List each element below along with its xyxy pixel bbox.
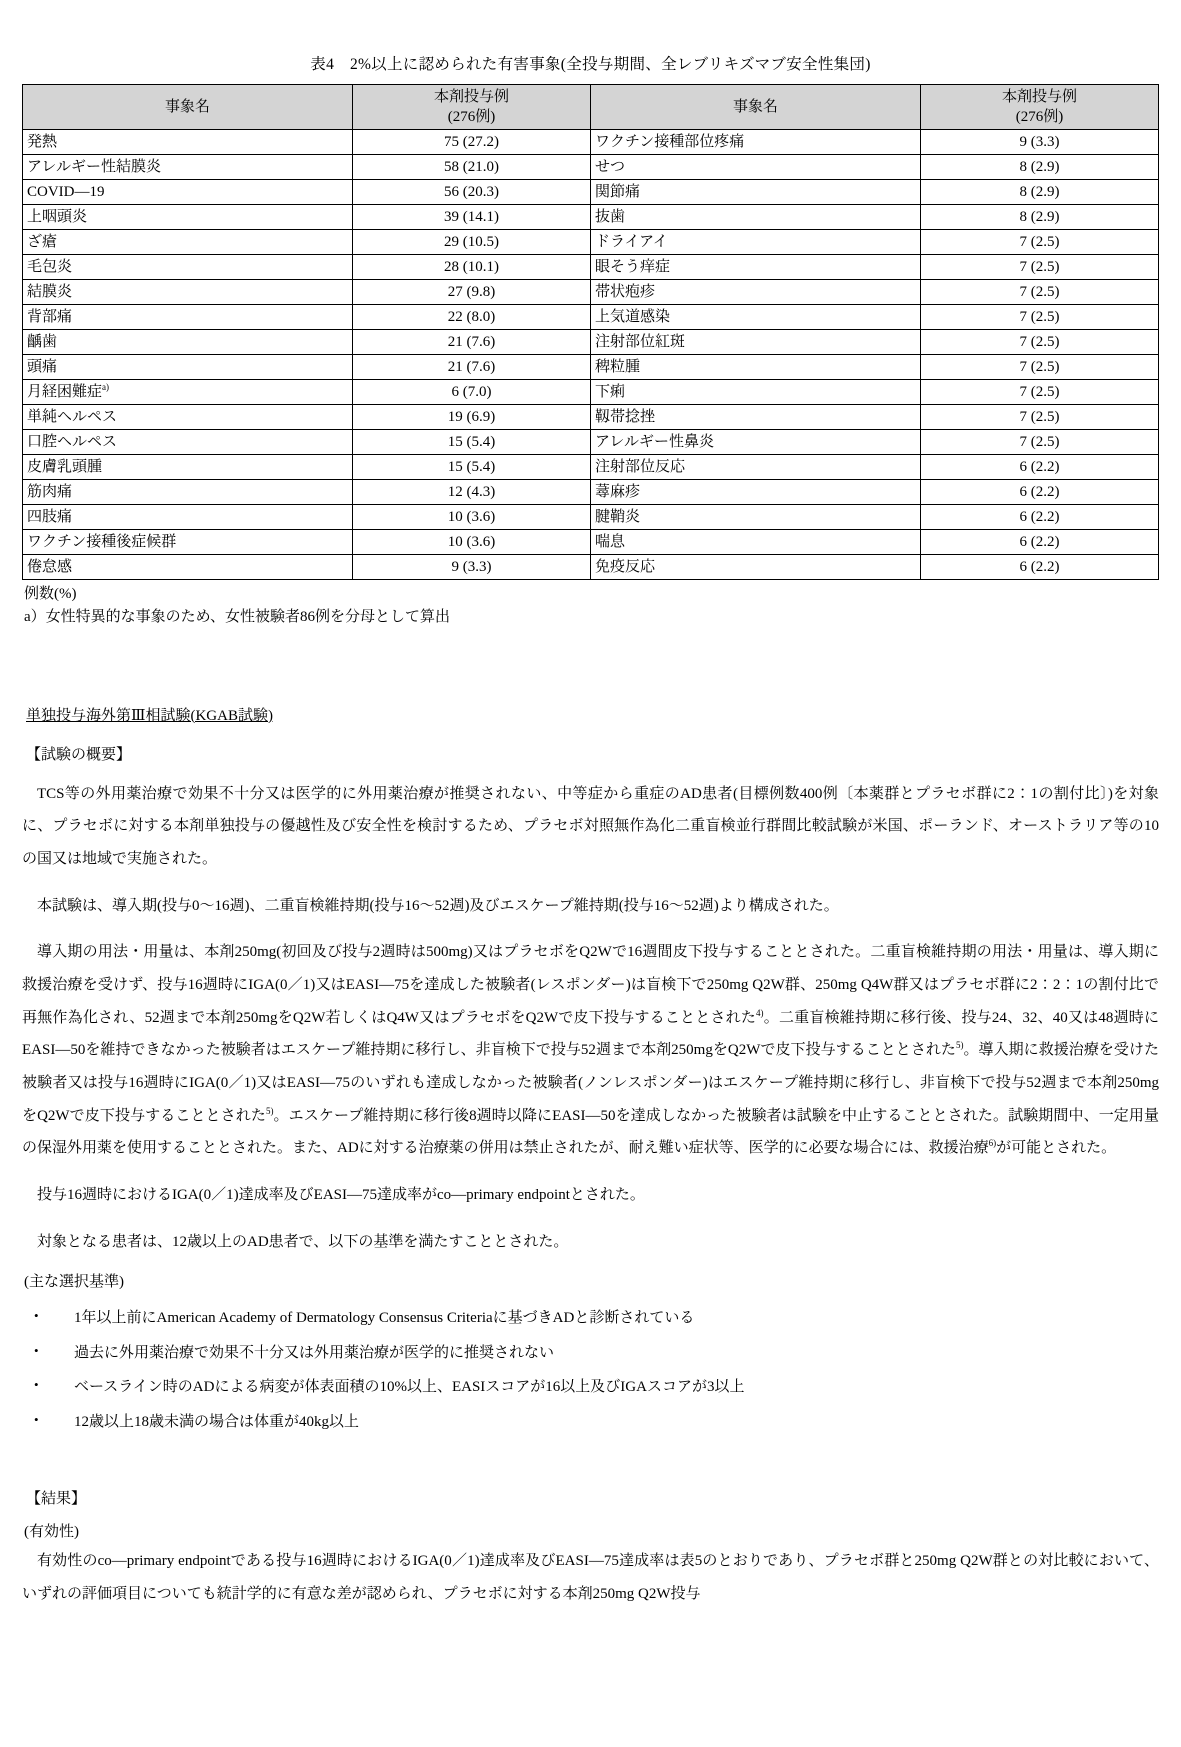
table-header-row	[23, 85, 1159, 130]
cell-event-name-left: ワクチン接種後症候群	[23, 530, 353, 555]
cell-cases-right: 6 (2.2)	[921, 455, 1159, 480]
endpoint-paragraph: 投与16週時におけるIGA(0／1)達成率及びEASI—75達成率がco—primary endpointとされた。	[37, 1187, 645, 1204]
column-header-cases-right	[921, 85, 1159, 130]
table-row	[23, 480, 1159, 505]
table-row	[23, 330, 1159, 355]
cell-event-name-left: 筋肉痛	[23, 480, 353, 505]
footnote-marker-a: a)	[102, 382, 110, 392]
cell-event-name-right: せつ	[591, 155, 921, 180]
cell-event-name-left: 四肢痛	[23, 505, 353, 530]
cases-header-line1: 本剤投与例	[433, 89, 509, 105]
cell-cases-right: 6 (2.2)	[921, 555, 1159, 580]
cell-cases-right: 7 (2.5)	[921, 330, 1159, 355]
cell-event-name-right: 免疫反応	[591, 555, 921, 580]
table-body	[23, 130, 1159, 580]
dosing-part-5: が可能とされた。	[996, 1140, 1117, 1157]
cell-event-name-left: 毛包炎	[23, 255, 353, 280]
study-section-heading: 単独投与海外第Ⅲ相試験(KGAB試験)	[26, 707, 273, 724]
cell-event-name-right: 眼そう痒症	[591, 255, 921, 280]
dosing-part-4: 。エスケープ維持期に移行後8週時以降にEASI—50を達成しなかった被験者は試験を中止することとされた。試験期間中、一定用量の保湿外用薬を使用することとされた。また、ADに対する治療薬の併用は禁止されたが、耐え難い症状等、医学的に必要な場合には、救援治療	[22, 1107, 1159, 1157]
cell-cases-left: 21 (7.6)	[353, 330, 591, 355]
cell-cases-left: 21 (7.6)	[353, 355, 591, 380]
column-header-event-name-left: 事象名	[23, 85, 353, 130]
cell-event-name-left: 単純ヘルペス	[23, 405, 353, 430]
cell-event-name-left: COVID—19	[23, 180, 353, 205]
cell-cases-left: 6 (7.0)	[353, 380, 591, 405]
cell-event-name-left: ざ瘡	[23, 230, 353, 255]
table-row	[23, 430, 1159, 455]
study-overview-heading: 【試験の概要】	[26, 746, 132, 763]
overview-paragraph-1: TCS等の外用薬治療で効果不十分又は医学的に外用薬治療が推奨されない、中等症から重症のAD患者(目標例数400例〔本薬群とプラセボ群に2：1の割付比〕)を対象に、プラセボに対する本剤単独投与の優越性及び安全性を検討するため、プラセボ対照無作為化二重盲検並行群間比較試験が米国、ポーランド、オーストラリア等の10の国又は地域で実施された。	[22, 785, 1159, 867]
cell-event-name-right: 稗粒腫	[591, 355, 921, 380]
table-row	[23, 405, 1159, 430]
cell-cases-right: 8 (2.9)	[921, 180, 1159, 205]
cell-cases-left: 58 (21.0)	[353, 155, 591, 180]
cell-cases-left: 27 (9.8)	[353, 280, 591, 305]
reference-marker-5b: 5)	[265, 1105, 274, 1116]
target-patients-paragraph: 対象となる患者は、12歳以上のAD患者で、以下の基準を満たすこととされた。	[37, 1233, 569, 1250]
cell-event-name-right: 上気道感染	[591, 305, 921, 330]
cell-event-name-left: 倦怠感	[23, 555, 353, 580]
table-footnotes	[24, 583, 1159, 630]
cell-cases-right: 8 (2.9)	[921, 205, 1159, 230]
dosing-part-3: 。導入期に救援治療を受けた被験者又は投与16週時にIGA(0／1)又はEASI—75のいずれも達成しなかった被験者(ノンレスポンダー)はエスケープ維持期に移行し、非盲検下で投与52週まで本剤250mgをQ2Wで皮下投与することとされた	[22, 1042, 1159, 1124]
footnote-a: a）女性特異的な事象のため、女性被験者86例を分母として算出	[24, 609, 451, 626]
cell-cases-right: 6 (2.2)	[921, 480, 1159, 505]
table-row	[23, 355, 1159, 380]
cell-event-name-right: 注射部位紅斑	[591, 330, 921, 355]
cell-cases-right: 7 (2.5)	[921, 405, 1159, 430]
table-row	[23, 505, 1159, 530]
cell-cases-right: 7 (2.5)	[921, 255, 1159, 280]
cell-event-name-left: 発熱	[23, 130, 353, 155]
criteria-item: • 12歳以上18歳未満の場合は体重が40kg以上	[22, 1405, 1159, 1440]
overview-paragraph-2: 本試験は、導入期(投与0〜16週)、二重盲検維持期(投与16〜52週)及びエスケープ維持期(投与16〜52週)より構成された。	[37, 897, 839, 914]
cell-event-name-right: 蕁麻疹	[591, 480, 921, 505]
table-header	[23, 85, 1159, 130]
cell-cases-right: 7 (2.5)	[921, 280, 1159, 305]
cell-event-name-right: 関節痛	[591, 180, 921, 205]
criteria-item: • 1年以上前にAmerican Academy of Dermatology Consensus Criteriaに基づきADと診断されている	[22, 1301, 1159, 1336]
cell-event-name-right: 抜歯	[591, 205, 921, 230]
results-heading: 【結果】	[26, 1491, 87, 1508]
cell-event-name-left: 頭痛	[23, 355, 353, 380]
table-row	[23, 155, 1159, 180]
column-header-event-name-right: 事象名	[591, 85, 921, 130]
cell-event-name-right: 帯状疱疹	[591, 280, 921, 305]
study-heading-wrap	[22, 660, 1159, 725]
table-row	[23, 255, 1159, 280]
cell-cases-left: 15 (5.4)	[353, 455, 591, 480]
cell-cases-left: 75 (27.2)	[353, 130, 591, 155]
inclusion-criteria-heading: (主な選択基準)	[24, 1274, 124, 1291]
cell-event-name-left: 月経困難症$^{a)}$	[23, 380, 353, 405]
cell-cases-left: 28 (10.1)	[353, 255, 591, 280]
table-row	[23, 555, 1159, 580]
cell-cases-right: 7 (2.5)	[921, 230, 1159, 255]
table-row	[23, 205, 1159, 230]
cell-event-name-left: 背部痛	[23, 305, 353, 330]
dosing-paragraph	[22, 936, 1159, 1165]
cell-event-name-right: 注射部位反応	[591, 455, 921, 480]
cell-cases-left: 22 (8.0)	[353, 305, 591, 330]
cell-cases-right: 7 (2.5)	[921, 430, 1159, 455]
adverse-events-table	[22, 84, 1159, 580]
cell-event-name-right: 靱帯捻挫	[591, 405, 921, 430]
cell-cases-right: 6 (2.2)	[921, 530, 1159, 555]
cell-cases-left: 39 (14.1)	[353, 205, 591, 230]
table-row	[23, 180, 1159, 205]
cell-cases-right: 7 (2.5)	[921, 305, 1159, 330]
document-page	[0, 52, 1181, 1747]
table-caption: 表4 2%以上に認められた有害事象(全投与期間、全レブリキズマブ安全性集団)	[310, 56, 871, 73]
cell-event-name-left: 齲歯	[23, 330, 353, 355]
dosing-part-1: 導入期の用法・用量は、本剤250mg(初回及び投与2週時は500mg)又はプラセボをQ2Wで16週間皮下投与することとされた。二重盲検維持期の用法・用量は、導入期に救援治療を受けず、投与16週時にIGA(0／1)又はEASI—75を達成した被験者(レスポンダー)は盲検下で250mg Q2W群、250mg Q4W群又はプラセボ群に2：2：1の割付比で再無作為化され、52週まで本剤250mgをQ2W若しくはQ4W又はプラセボをQ2Wで皮下投与することとされた	[22, 944, 1159, 1026]
cell-event-name-right: 喘息	[591, 530, 921, 555]
cell-cases-left: 9 (3.3)	[353, 555, 591, 580]
table-row	[23, 230, 1159, 255]
table-row	[23, 455, 1159, 480]
table-row	[23, 530, 1159, 555]
cell-cases-left: 19 (6.9)	[353, 405, 591, 430]
cell-cases-right: 9 (3.3)	[921, 130, 1159, 155]
cell-cases-right: 7 (2.5)	[921, 355, 1159, 380]
cell-event-name-right: 腱鞘炎	[591, 505, 921, 530]
cases-header-line1: 本剤投与例	[1001, 89, 1077, 105]
efficacy-heading: (有効性)	[24, 1524, 79, 1541]
criteria-item: • ベースライン時のADによる病変が体表面積の10%以上、EASIスコアが16以上及びIGAスコアが3以上	[22, 1370, 1159, 1405]
cell-event-name-left: 結膜炎	[23, 280, 353, 305]
cell-cases-left: 12 (4.3)	[353, 480, 591, 505]
cell-cases-left: 56 (20.3)	[353, 180, 591, 205]
cases-header-line2: (276例)	[447, 109, 496, 125]
table-row	[23, 280, 1159, 305]
table-row	[23, 380, 1159, 405]
cell-event-name-right: 下痢	[591, 380, 921, 405]
cell-cases-left: 29 (10.5)	[353, 230, 591, 255]
cell-cases-left: 10 (3.6)	[353, 505, 591, 530]
efficacy-paragraph: 有効性のco—primary endpointである投与16週時におけるIGA(0／1)達成率及びEASI—75達成率は表5のとおりであり、プラセボ群と250mg Q2W群との対比較において、いずれの評価項目についても統計学的に有意な差が認められ、プラセボに対する本剤250mg Q2W投与	[22, 1553, 1159, 1603]
cell-cases-right: 7 (2.5)	[921, 380, 1159, 405]
column-header-cases-left	[353, 85, 591, 130]
cell-event-name-right: ワクチン接種部位疼痛	[591, 130, 921, 155]
table-row	[23, 305, 1159, 330]
cell-event-name-left: 上咽頭炎	[23, 205, 353, 230]
reference-marker-4: 4)	[756, 1007, 764, 1018]
cell-event-name-right: ドライアイ	[591, 230, 921, 255]
cases-header-line2: (276例)	[1015, 109, 1064, 125]
criteria-item: • 過去に外用薬治療で効果不十分又は外用薬治療が医学的に推奨されない	[22, 1336, 1159, 1371]
inclusion-criteria-list	[22, 1301, 1159, 1439]
footnote-unit: 例数(%)	[24, 586, 77, 602]
cell-cases-right: 6 (2.2)	[921, 505, 1159, 530]
cell-event-name-left: アレルギー性結膜炎	[23, 155, 353, 180]
cell-cases-left: 15 (5.4)	[353, 430, 591, 455]
cell-event-name-left: 皮膚乳頭腫	[23, 455, 353, 480]
reference-marker-5a: 5)	[955, 1040, 964, 1051]
cell-event-name-left: 口腔ヘルペス	[23, 430, 353, 455]
reference-marker-6: 6)	[988, 1138, 997, 1149]
dosing-part-2: 。二重盲検維持期に移行後、投与24、32、40又は48週時にEASI—50を維持できなかった被験者はエスケープ維持期に移行し、非盲検下で投与52週まで本剤250mgをQ2Wで皮下投与することとされた	[22, 1009, 1159, 1059]
cell-cases-left: 10 (3.6)	[353, 530, 591, 555]
cell-cases-right: 8 (2.9)	[921, 155, 1159, 180]
cell-event-name-right: アレルギー性鼻炎	[591, 430, 921, 455]
table-row	[23, 130, 1159, 155]
